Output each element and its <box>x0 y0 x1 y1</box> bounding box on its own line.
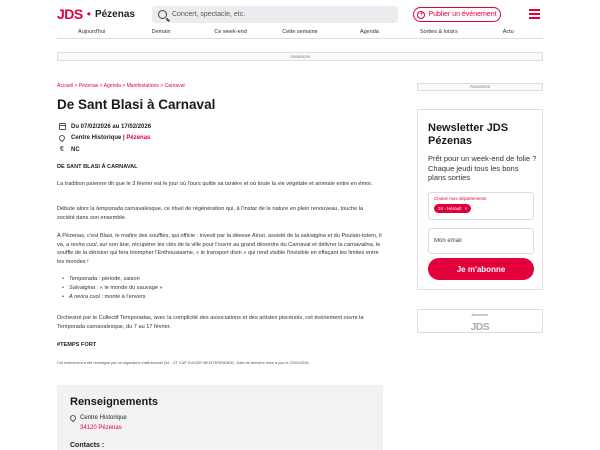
event-city-link[interactable]: Pézenas <box>126 135 151 141</box>
nav-weekend[interactable]: Ce week-end <box>214 29 247 35</box>
nav-outings[interactable]: Sorties & loisirs <box>419 29 458 35</box>
event-hashtag: #TEMPS FORT <box>57 342 97 348</box>
newsletter-title: Newsletter JDS Pézenas <box>428 122 509 147</box>
info-box-contacts: Contacts : <box>70 442 105 449</box>
newsletter-email-field[interactable] <box>428 228 534 254</box>
location-pin-icon <box>69 414 77 422</box>
sidebar-ad-box-label: Annonces <box>471 313 489 317</box>
newsletter-box <box>417 109 543 290</box>
info-box-place: Centre Historique <box>80 415 127 421</box>
department-select[interactable] <box>428 192 534 220</box>
event-paragraph-4: Orchestré par le Collectif Temporadas, avec la complicité des associations et des artistes piscénois, cet événement ouvre la Temporada carnavalesque, du 7 au 17 février. <box>57 315 364 330</box>
list-item: • Temporada : période, saison <box>62 275 382 284</box>
page-title: De Sant Blasi à Carnaval <box>57 97 216 112</box>
info-box-place-row <box>70 415 127 421</box>
venue-separator: | <box>121 135 127 141</box>
subscribe-button[interactable]: Je m'abonne <box>428 258 534 280</box>
logo-city[interactable]: Pézenas <box>94 8 135 20</box>
event-footnote: Cet événement a été renseigné par un organisme institutionnel (34 - OT CAP D'AGDE MEDITERRANEE). Date de dernière mise à jour le 23/01/2026. <box>57 361 310 365</box>
publish-event-label: Publier un événement <box>428 11 497 18</box>
sidebar-ad-logo: JDS <box>470 322 490 333</box>
department-chip[interactable]: 34 - Hérault × <box>434 204 471 213</box>
breadcrumb[interactable]: Accueil > Pézenas > Agenda > Manifestations > Carnaval <box>57 83 185 89</box>
sidebar-ad-box[interactable] <box>417 309 543 333</box>
list-item: • Salvatgina : « le monde du sauvage » <box>62 284 382 293</box>
glossary-list <box>62 275 382 302</box>
calendar-icon <box>59 123 66 130</box>
sidebar-ad-label: Annonces <box>417 83 543 91</box>
plus-icon: + <box>419 10 424 18</box>
jds-logo[interactable]: JDS <box>57 6 83 22</box>
search-bar[interactable] <box>152 6 398 23</box>
ad-banner: Annonces <box>57 52 543 61</box>
event-date-row <box>57 123 151 130</box>
site-header <box>0 0 600 28</box>
nav-tomorrow[interactable]: Demain <box>151 29 171 35</box>
nav-today[interactable]: Aujourd'hui <box>78 29 106 35</box>
event-paragraph-3: À Pézenas, c'est Blasi, le maître des souffles, qui officie : investi par la déesse Aïnaï, assisté de la salvatgina et du Poulain-totem, il va, a revira cuol, sur son âne, récupérer les clés de la ville pour l'ouvrir au grand désordre du Carnaval et délivrer la carnavalina, le souffle de la dérision qui fera triompher l'Enthousiasme, « le transport divin » qui rend visible l'invisible en effaçant les limites entre les mondes ! <box>57 233 382 265</box>
event-paragraph-2: Débute alors la temporada carnavalesque, ce rituel de régénération qui, à l'instar de la nature en plein renouveau, touche la société dans son ensemble. <box>57 206 364 221</box>
nav-news[interactable]: Actu <box>502 29 514 35</box>
euro-icon: € <box>60 146 64 153</box>
main-nav <box>57 28 543 39</box>
publish-event-button[interactable] <box>413 7 501 22</box>
info-box-zip-link[interactable]: 34120 Pézenas <box>80 425 122 431</box>
nav-agenda[interactable]: Agenda <box>359 29 379 35</box>
search-icon <box>158 10 167 19</box>
list-item: • A revira cuol : monté à l'envers <box>62 293 382 302</box>
info-box-title: Renseignements <box>70 396 159 408</box>
event-price: NC <box>71 146 80 153</box>
location-pin-icon <box>58 134 66 142</box>
search-input[interactable] <box>172 11 372 18</box>
event-heading: DE SANT BLASI À CARNAVAL <box>57 164 138 170</box>
site-logo[interactable] <box>57 6 135 22</box>
info-box <box>57 385 383 450</box>
department-select-label: Choisir mes départements <box>434 196 487 201</box>
remove-chip-icon[interactable]: × <box>464 206 468 211</box>
event-venue-row <box>57 135 150 141</box>
logo-separator: • <box>86 7 91 21</box>
event-venue[interactable]: Centre Historique <box>71 135 122 141</box>
nav-this-week[interactable]: Cette semaine <box>282 29 318 35</box>
event-date: Du 07/02/2026 au 17/02/2026 <box>71 123 152 130</box>
event-paragraph-1: La tradition païenne dit que le 3 février est le jour où l'ours quitte sa tanière et où toute la vie végétale et animale entre en émoi. <box>57 181 373 187</box>
newsletter-description: Prêt pour un week-end de folie ? Chaque jeudi tous les bons plans sorties <box>428 154 537 182</box>
event-price-row <box>57 146 80 153</box>
menu-icon[interactable] <box>529 9 540 18</box>
